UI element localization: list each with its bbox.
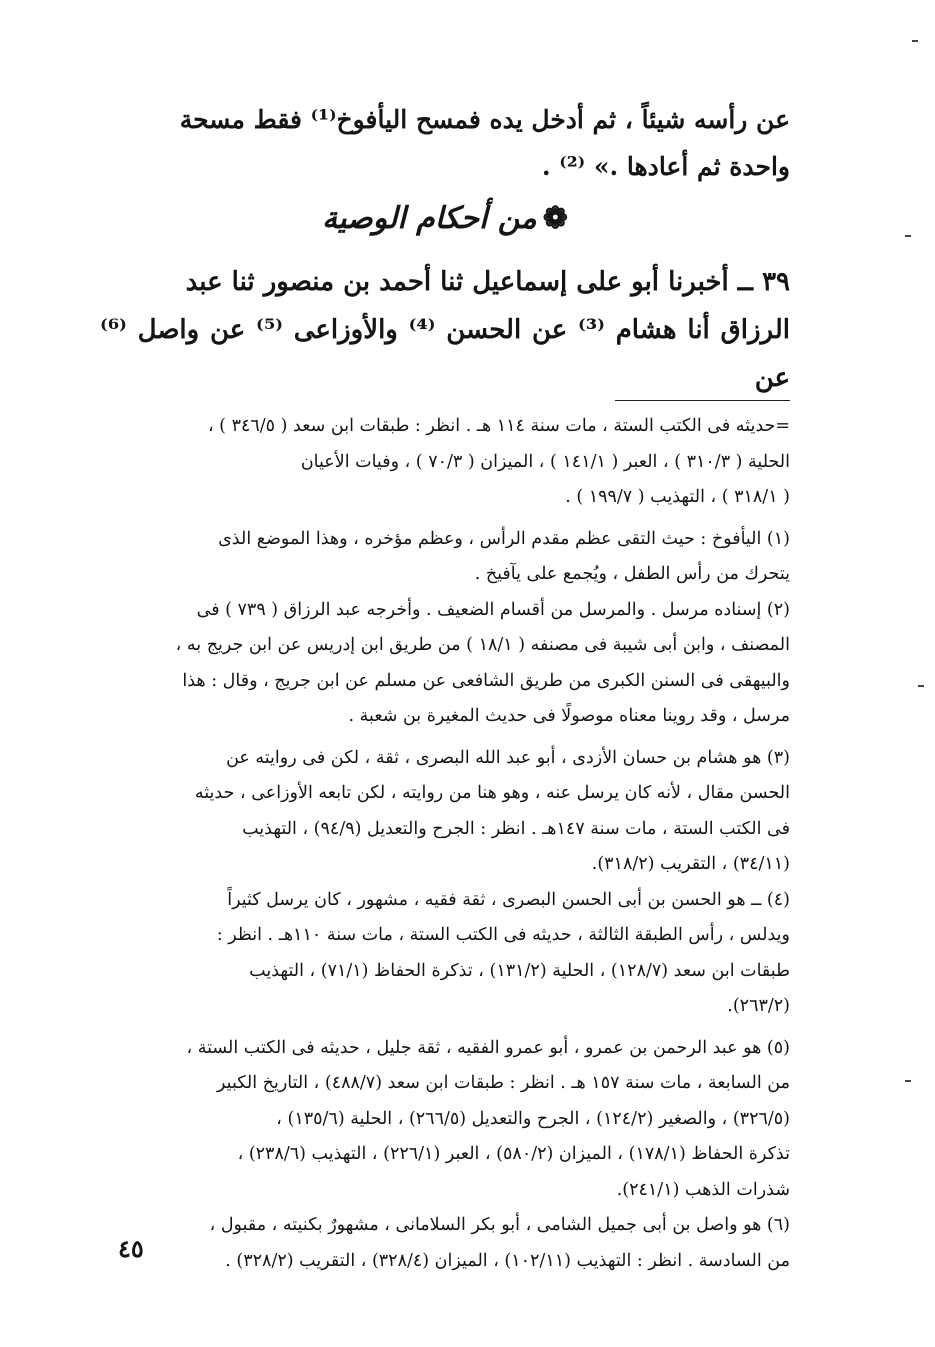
footnote-line: مرسل ، وقد روينا معناه موصولًا فى حديث المغيرة بن شعبة . <box>348 706 790 726</box>
footnote-line: الحلية ( ٣١٠/٣ ) ، العبر ( ١٤١/١ ) ، الميزان ( ٧٠/٣ ) ، وفيات الأعيان <box>300 451 790 472</box>
footnote-line: (٦) هو واصل بن أبى جميل الشامى ، أبو بكر السلامانى ، مشهورٌ بكنيته ، مقبول ، <box>209 1215 790 1235</box>
footnote-line: طبقات ابن سعد (١٢٨/٧) ، الحلية (١٣١/٢) ، تذكرة الحفاظ (٧١/١) ، التهذيب <box>249 960 790 981</box>
main-text-line: واحدة ثم أعادها .» ⁽²⁾ . <box>541 152 790 181</box>
flower-ornament-icon: ❁ <box>542 201 568 236</box>
section-title: من أحكام الوصية <box>322 201 537 236</box>
footnotes <box>100 409 790 1279</box>
footnote-line: =حديثه فى الكتب الستة ، مات سنة ١١٤ هـ . انظر : طبقات ابن سعد ( ٣٤٦/٥ ) ، <box>207 416 790 436</box>
footnote-3 <box>100 741 790 883</box>
footnote-6 <box>100 1208 790 1279</box>
footnote-line: والبيهقى فى السنن الكبرى من طريق الشافعى عن مسلم عن ابن جريج ، وقال : هذا <box>182 670 790 691</box>
margin-mark <box>905 235 911 237</box>
narration-line: الرزاق أنا هشام ⁽³⁾ عن الحسن ⁽⁴⁾ والأوزاعى ⁽⁵⁾ عن واصل ⁽⁶⁾ عن <box>100 315 791 393</box>
main-text-line: عن رأسه شيئاً ، ثم أدخل يده فمسح اليأفوخ⁽¹⁾ فقط مسحة <box>179 105 790 134</box>
footnote-line: (٣٢٦/٥) ، والصغير (١٢٤/٢) ، الجرح والتعديل (٢٦٦/٥) ، الحلية (١٣٥/٦) ، <box>276 1108 790 1129</box>
main-text <box>100 96 790 190</box>
footnote-continued <box>100 409 790 516</box>
footnote-line: المصنف ، وابن أبى شيبة فى مصنفه ( ١٨/١ ) من طريق ابن إدريس عن ابن جريج به ، <box>175 635 790 655</box>
footnote-2 <box>100 593 790 735</box>
footnote-line: (٥) هو عبد الرحمن بن عمرو ، أبو عمرو الفقيه ، ثقة جليل ، حديثه فى الكتب الستة ، <box>186 1037 790 1058</box>
margin-mark <box>905 1080 911 1082</box>
footnote-line: ( ٣١٨/١ ) ، التهذيب ( ١٩٩/٧ ) . <box>565 487 790 507</box>
footnote-line: (٣) هو هشام بن حسان الأزدى ، أبو عبد الله البصرى ، ثقة ، لكن فى روايته عن <box>226 747 790 768</box>
footnote-4 <box>100 883 790 1025</box>
footnote-1 <box>100 522 790 593</box>
footnote-line: الحسن مقال ، لأنه كان يرسل عنه ، وهو هنا من روايته ، لكن تابعه الأوزاعى ، حديثه <box>194 783 790 803</box>
narration-line: ٣٩ ــ أخبرنا أبو على إسماعيل ثنا أحمد بن منصور ثنا عبد <box>185 267 790 297</box>
footnote-line: (١) اليأفوخ : حيث التقى عظم مقدم الرأس ، وعظم مؤخره ، وهذا الموضع الذى <box>218 528 790 549</box>
footnote-line: من السابعة ، مات سنة ١٥٧ هـ . انظر : طبقات ابن سعد (٤٨٨/٧) ، التاريخ الكبير <box>217 1073 790 1093</box>
footnote-line: تذكرة الحفاظ (١٧٨/١) ، الميزان (٥٨٠/٢) ، العبر (٢٢٦/١) ، التهذيب (٢٣٨/٦) ، <box>237 1144 790 1164</box>
margin-mark <box>912 40 918 42</box>
footnote-5 <box>100 1031 790 1209</box>
footnote-line: (٣٤/١١) ، التقريب (٣١٨/٢). <box>591 854 790 874</box>
margin-mark <box>918 685 924 687</box>
book-page <box>100 96 790 1279</box>
footnote-line: شذرات الذهب (٢٤١/١). <box>616 1179 790 1200</box>
footnote-line: من السادسة . انظر : التهذيب (١٠٢/١١) ، الميزان (٣٢٨/٤) ، التقريب (٣٢٨/٢) . <box>225 1250 790 1271</box>
hadith-narration <box>100 258 790 402</box>
footnote-line: (٢) إسناده مرسل . والمرسل من أقسام الضعيف . وأخرجه عبد الرزاق ( ٧٣٩ ) فى <box>196 599 790 620</box>
footnote-line: ويدلس ، رأس الطبقة الثالثة ، حديثه فى الكتب الستة ، مات سنة ١١٠هـ . انظر : <box>216 925 790 945</box>
section-heading <box>100 190 790 248</box>
page-number: ٤٥ <box>118 1234 144 1263</box>
footnote-line: فى الكتب الستة ، مات سنة ١٤٧هـ . انظر : الجرح والتعديل (٩٤/٩) ، التهذيب <box>242 818 790 839</box>
footnote-line: يتحرك من رأس الطفل ، ويُجمع على يآفيخ . <box>474 564 790 584</box>
footnote-line: (٢٦٣/٢). <box>727 996 790 1016</box>
footnote-line: (٤) ــ هو الحسن بن أبى الحسن البصرى ، ثقة فقيه ، مشهور ، كان يرسل كثيراً <box>227 889 790 910</box>
